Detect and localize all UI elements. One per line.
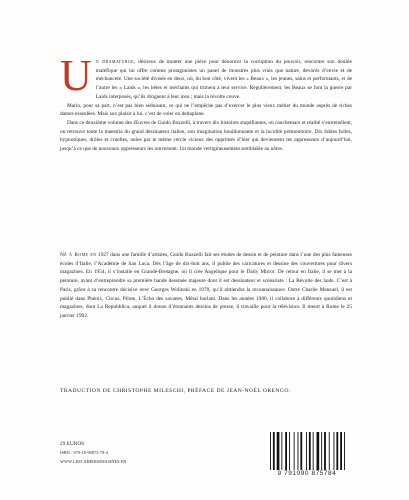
website-url: WWW.LESCAHIERSDESSINES.FR bbox=[60, 459, 127, 464]
author-bio bbox=[60, 251, 352, 321]
translation-credit: TRADUCTION DE CHRISTOPHE MILESCHI, PRÉFACE DE JEAN-NOËL ORENGO. bbox=[60, 388, 291, 394]
blurb-paragraph-2: Mario, pour sa part, n’est pas bien séduisant, ce qui ne l’empêche pas d’exercer le plus vieux métier du monde auprès de riches dames esseulées. Mais son plaisir à lui, c’est de voler en deltaplane. bbox=[60, 102, 352, 118]
blurb-paragraph-3: Dans ce deuxième volume des Œuvres de Guido Buzzelli, à travers dix histoires stupéfiantes, où cauchemars et réalité s’entremêlent, on retrouve toute la maestria du grand dessinateur italien, son imagination bouillonnante et la lucidité prémonitoire. Dix fables folles, hypnotiques, drôles et cruelles, unies par le même cercle vicieux des opprimés d’hier qui deviennent les oppresseurs d’aujourd’hui, jusqu’à ce que de nouveaux oppresseurs les renversent. Un monde vertigineusement semblable au nôtre. bbox=[60, 119, 352, 153]
blurb-section bbox=[60, 51, 352, 154]
drop-cap: U bbox=[60, 51, 92, 100]
author-bio-paragraph bbox=[60, 251, 352, 321]
isbn: ISBN : 979-10-90875-78-4 bbox=[60, 450, 108, 455]
blurb-paragraph-1-text: , désireux de monter une pièce pour dénoncer la corruption du pouvoir, rencontre son double maléfique qui lui offre comme protagonistes un panel de monstres plus vrais que nature, dévorés d’envie et de méchanceté. Une société divisée en deux, où, du bon côté, vivent les « Beaux », les jeunes, sains et performants, et de l’autre les « Laids », les bêtes et méchants qui triment à leur service. Régulièrement, les Beaux se font la guerre par Laids interposés, qu’ils droguent à leur insu ; mais la révolte couve. bbox=[95, 59, 352, 100]
blurb-paragraph-1 bbox=[60, 51, 352, 102]
blurb-lead-smallcaps: n dramaturge bbox=[95, 59, 135, 65]
price: 29 EUROS bbox=[60, 441, 85, 447]
barcode-icon bbox=[266, 431, 348, 471]
barcode-digits: 9 791090 875784 bbox=[277, 470, 337, 477]
bio-text: 1927 dans une famille d’artistes, Guido Buzzelli fait ses études de dessin et de peinture dans l’une des plus fameuses écoles d’Italie, l’Académie de San Luca. Dès l’âge de dix-huit ans, il publie des caricatures et dessine des couvertures pour divers magazines. En 1954, il s’installe en Grande-Bretagne, où il crée Angelique pour le Daily Mirror. De retour en Italie, il se met à la peinture, avant d’entreprendre sa première bande dessinée majeure dont il est dessinateur et scénariste : La Révolte des laids. C’est à Paris, grâce à sa rencontre décisive avec Georges Wolinski en 1970, qu’il obtiendra la reconnaissance. Outre Charlie Mensuel, il est publié dans Phénix, Circus, Pilote, L’Écho des savanes, Métal hurlant. Dans les années 1980, il collabore à différents quotidiens et magazines, dont La Repubblica, auquel il donne d’étonnants dessins de presse, il travaille pour la télévision. Il meurt à Rome le 25 janvier 1992. bbox=[60, 252, 352, 319]
bio-lead-smallcaps: Né à Rome en bbox=[60, 252, 97, 258]
